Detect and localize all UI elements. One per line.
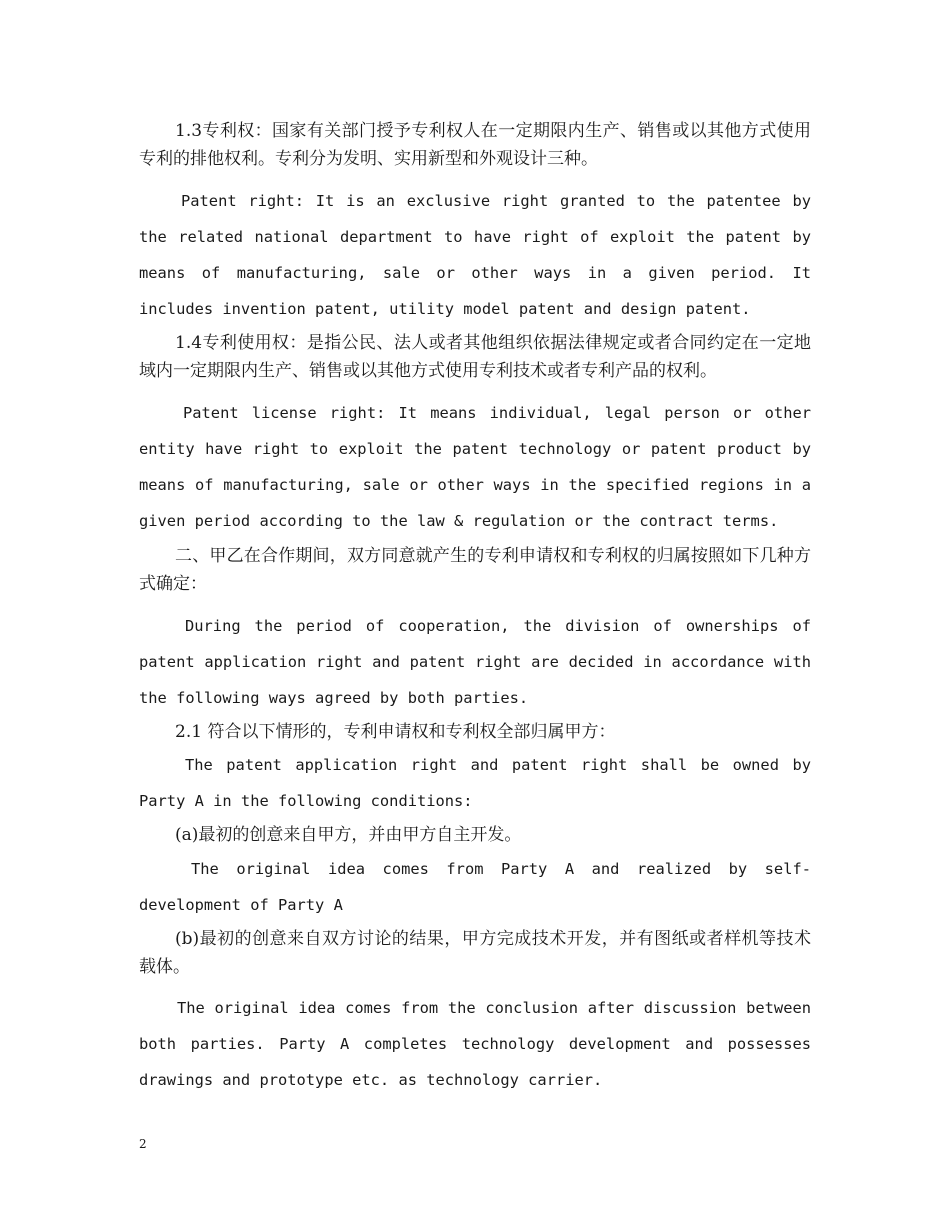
paragraph-section-2-zh: 二、甲乙在合作期间，双方同意就产生的专利申请权和专利权的归属按照如下几种方式确定： <box>139 546 811 594</box>
paragraph-condition-b-zh: (b)最初的创意来自双方讨论的结果，甲方完成技术开发，并有图纸或者样机等技术载体。 <box>139 929 811 977</box>
paragraph-2-1-en: The patent application right and patent right shall be owned by Party A in the following conditions: <box>139 756 811 810</box>
page-number: 2 <box>139 1137 147 1151</box>
paragraph-2-1-zh: 2.1 符合以下情形的，专利申请权和专利权全部归属甲方： <box>175 722 616 742</box>
paragraph-condition-a-en: The original idea comes from Party A and realized by self-development of Party A <box>139 860 811 914</box>
paragraph-patent-right-en: Patent right: It is an exclusive right granted to the patentee by the related national department to have right of exploit the patent by means of manufacturing, sale or other ways in a given period. It includes invention patent, utility model patent and design patent. <box>139 192 811 318</box>
paragraph-condition-b-en: The original idea comes from the conclusion after discussion between both parties. Party A completes technology development and possesses drawings and prototype etc. as technology carrier. <box>139 999 811 1089</box>
paragraph-1-4-patent-license-zh: 1.4专利使用权：是指公民、法人或者其他组织依据法律规定或者合同约定在一定地域内一定期限内生产、销售或以其他方式使用专利技术或者专利产品的权利。 <box>139 333 811 381</box>
paragraph-patent-license-en: Patent license right: It means individual, legal person or other entity have right to exploit the patent technology or patent product by means of manufacturing, sale or other ways in the specified regions in a given period according to the law & regulation or the contract terms. <box>139 404 811 530</box>
paragraph-condition-a-zh: (a)最初的创意来自甲方，并由甲方自主开发。 <box>175 825 522 845</box>
paragraph-1-3-patent-right-zh: 1.3专利权：国家有关部门授予专利权人在一定期限内生产、销售或以其他方式使用专利的排他权利。专利分为发明、实用新型和外观设计三种。 <box>139 121 811 169</box>
paragraph-section-2-en: During the period of cooperation, the division of ownerships of patent application right and patent right are decided in accordance with the following ways agreed by both parties. <box>139 617 811 707</box>
